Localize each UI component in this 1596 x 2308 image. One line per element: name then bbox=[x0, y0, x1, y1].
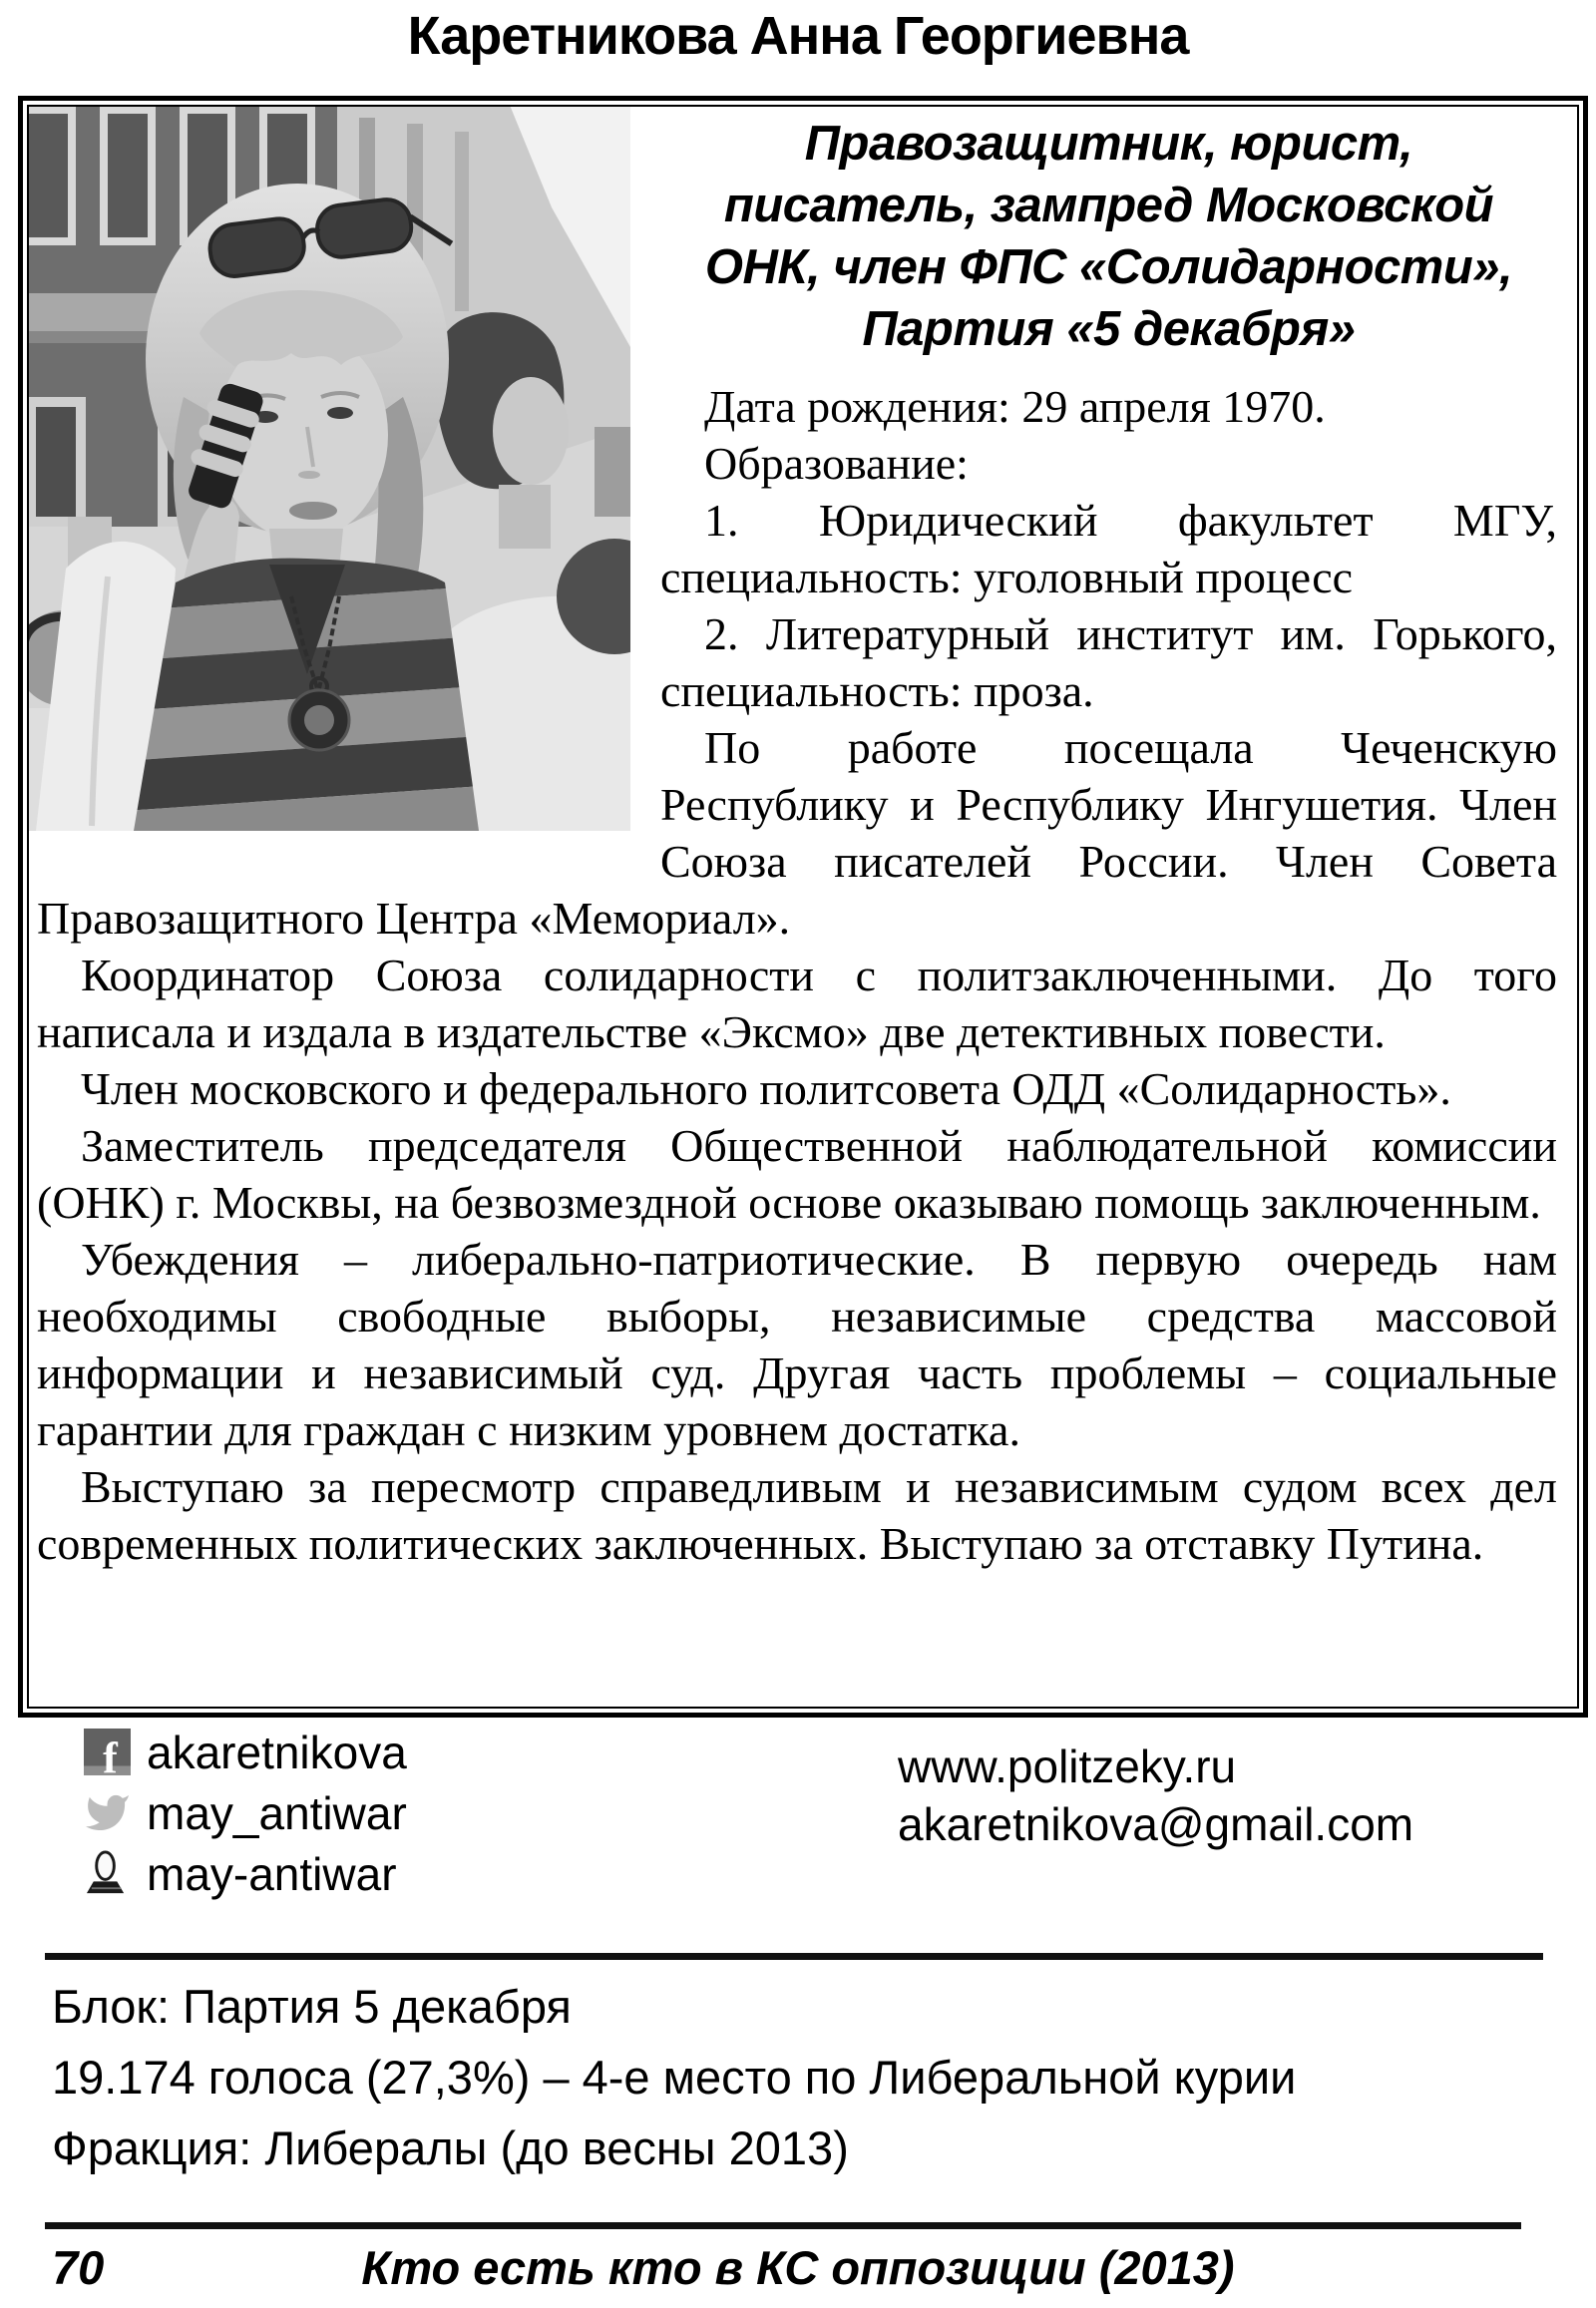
election-block: Блок: Партия 5 декабря bbox=[52, 1980, 572, 2033]
biography-frame bbox=[18, 96, 1588, 1718]
bio-paragraph: Образование: bbox=[704, 438, 969, 489]
livejournal-icon bbox=[84, 1850, 131, 1897]
page-number: 70 bbox=[52, 2241, 105, 2294]
email-address: akaretnikova@gmail.com bbox=[898, 1798, 1414, 1850]
book-title: Кто есть кто в КС оппозиции (2013) bbox=[361, 2241, 1235, 2294]
social-handles-list bbox=[84, 1726, 407, 1911]
website-url: www.politzeky.ru bbox=[898, 1740, 1237, 1792]
livejournal-handle: may-antiwar bbox=[147, 1847, 397, 1900]
subtitle-line: писатель, зампред Московской bbox=[723, 179, 1494, 232]
bio-paragraph: Координатор Союза солидарности с политзаключенными. До того написала и издала в издательстве «Эксмо» две детективных повести. bbox=[37, 950, 1557, 1057]
social-row-livejournal bbox=[84, 1847, 407, 1900]
subtitle-line: Партия «5 декабря» bbox=[862, 302, 1356, 356]
bio-paragraph: Убеждения – либерально-патриотические. В первую очередь нам необходимы свободные выборы, независимые средства массовой информации и независимый суд. Другая часть проблемы – социальные гарантии для граждан с низким уровнем достатка. bbox=[37, 1234, 1557, 1455]
bio-paragraph: По работе посещала Чеченскую Республику и Республику Ингушетия. Член Союза писателей России. Член Совета Правозащитного Центра «Мемориал». bbox=[37, 722, 1557, 944]
portrait-photo bbox=[27, 105, 656, 861]
subtitle-line: ОНК, член ФПС «Солидарности», bbox=[704, 240, 1513, 294]
page-title: Каретникова Анна Георгиевна bbox=[407, 6, 1189, 66]
biography-frame-inner bbox=[27, 105, 1579, 1709]
bio-paragraph: 1. Юридический факультет МГУ, специальность: уголовный процесс bbox=[660, 495, 1557, 602]
election-fraction: Фракция: Либералы (до весны 2013) bbox=[52, 2121, 849, 2174]
social-row-facebook bbox=[84, 1726, 407, 1778]
election-results bbox=[52, 1971, 1296, 2183]
portrait-photo-illustration bbox=[27, 105, 630, 831]
social-row-twitter bbox=[84, 1786, 407, 1839]
bio-paragraph: Дата рождения: 29 апреля 1970. bbox=[704, 381, 1326, 432]
bio-paragraph: Выступаю за пересмотр справедливым и независимым судом всех дел современных политических заключенных. Выступаю за отставку Путина. bbox=[37, 1461, 1557, 1569]
contact-info bbox=[898, 1737, 1413, 1853]
footer-divider bbox=[45, 2222, 1521, 2229]
bio-paragraph: 2. Литературный институт им. Горького, специальность: проза. bbox=[660, 608, 1557, 716]
bio-paragraph: Член московского и федерального политсовета ОДД «Солидарность». bbox=[81, 1063, 1451, 1114]
subtitle-line: Правозащитник, юрист, bbox=[804, 117, 1413, 171]
bio-paragraph: Заместитель председателя Общественной наблюдательной комиссии (ОНК) г. Москвы, на безвозмездной основе оказываю помощь заключенным. bbox=[37, 1120, 1557, 1228]
election-section-divider bbox=[45, 1953, 1543, 1960]
facebook-icon: f bbox=[84, 1729, 131, 1775]
election-votes: 19.174 голоса (27,3%) – 4-е место по Либеральной курии bbox=[52, 2051, 1297, 2104]
twitter-icon bbox=[84, 1789, 131, 1836]
facebook-handle: akaretnikova bbox=[147, 1726, 407, 1778]
twitter-handle: may_antiwar bbox=[147, 1786, 407, 1839]
